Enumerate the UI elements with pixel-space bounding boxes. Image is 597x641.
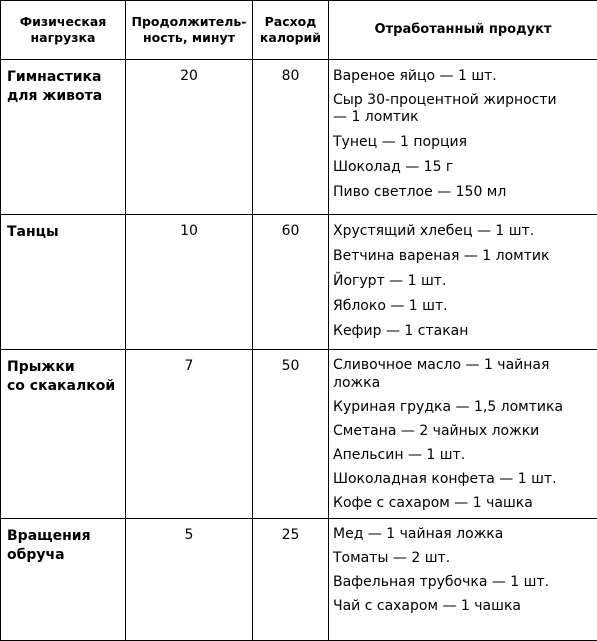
calories-cell: 80 [253,60,329,215]
product-item: Вареное яйцо — 1 шт. [333,67,597,85]
product-item: Йогурт — 1 шт. [333,272,597,290]
duration-cell: 10 [126,215,253,350]
activity-cell [1,519,126,641]
products-cell [329,215,597,350]
activity-name-line: обруча [7,546,121,565]
product-item: Кефир — 1 стакан [333,322,597,340]
calories-cell: 25 [253,519,329,641]
activity-name-line: со скакалкой [7,377,121,396]
product-item: Шоколадная конфета — 1 шт. [333,470,597,488]
table-row [1,519,597,641]
product-item: Вафельная трубочка — 1 шт. [333,573,597,591]
product-item: Томаты — 2 шт. [333,549,597,567]
product-item: Хрустящий хлебец — 1 шт. [333,222,597,240]
product-item: Шоколад — 15 г [333,158,597,176]
product-item: Тунец — 1 порция [333,133,597,151]
header-product [329,1,597,60]
product-item: Яблоко — 1 шт. [333,297,597,315]
activity-cell [1,215,126,350]
product-item: Чай с сахаром — 1 чашка [333,597,597,615]
product-item: Сливочное масло — 1 чайная ложка [333,356,597,392]
activity-name-line: Танцы [7,223,121,242]
product-item: Кофе с сахаром — 1 чашка [333,494,597,512]
products-cell [329,350,597,519]
products-cell [329,519,597,641]
calories-cell: 50 [253,350,329,519]
table-row [1,215,597,350]
header-load-line-1: Физическая [1,14,125,30]
product-item: Куриная грудка — 1,5 ломтика [333,398,597,416]
header-calories-line-2: калорий [253,30,328,46]
products-cell [329,60,597,215]
table-row [1,60,597,215]
header-load-line-2: нагрузка [1,30,125,46]
header-duration-line-1: Продолжитель- [126,14,252,30]
product-item: Сметана — 2 чайных ложки [333,422,597,440]
calories-cell: 60 [253,215,329,350]
product-item: Пиво светлое — 150 мл [333,183,597,201]
activity-name-line: Прыжки [7,358,121,377]
header-load [1,1,126,60]
header-duration [126,1,253,60]
header-product-text: Отработанный продукт [329,22,597,38]
product-item: Мед — 1 чайная ложка [333,525,597,543]
activity-name-line: Вращения [7,527,121,546]
duration-cell: 20 [126,60,253,215]
activity-name-line: Гимнастика [7,68,121,87]
product-item: Апельсин — 1 шт. [333,446,597,464]
activity-cell [1,350,126,519]
product-item: Ветчина вареная — 1 ломтик [333,247,597,265]
header-row [1,1,597,60]
header-calories [253,1,329,60]
header-duration-line-2: ность, минут [126,30,252,46]
activity-cell [1,60,126,215]
product-item: Сыр 30-процентной жирности — 1 ломтик [333,92,573,126]
header-calories-line-1: Расход [253,14,328,30]
table-row [1,350,597,519]
activity-name-line: для живота [7,87,121,106]
duration-cell: 7 [126,350,253,519]
duration-cell: 5 [126,519,253,641]
